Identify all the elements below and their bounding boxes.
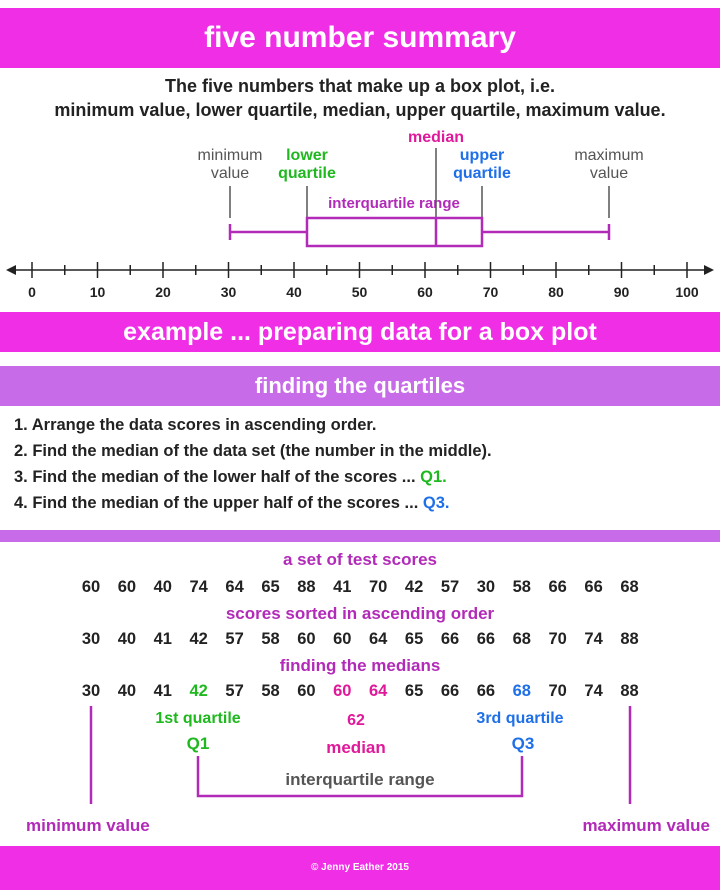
page-title: five number summary: [204, 21, 516, 54]
score-value: 88: [297, 578, 316, 596]
quartiles-title: finding the quartiles: [254, 373, 466, 398]
maximum-value-label: maximum value: [582, 816, 710, 835]
axis-tick-label: 60: [417, 284, 433, 300]
score-value: 40: [117, 682, 137, 700]
score-value: 60: [81, 578, 101, 596]
score-value: 40: [117, 630, 137, 648]
score-value: 60: [297, 682, 316, 700]
score-value: 66: [440, 630, 460, 648]
box: [307, 218, 482, 246]
score-value: 58: [261, 630, 280, 648]
median-value: 62: [347, 712, 365, 729]
axis-tick-label: 0: [28, 284, 36, 300]
score-value: 60: [117, 578, 137, 596]
score-value: 74: [584, 682, 603, 700]
label-test-scores: a set of test scores: [282, 550, 437, 569]
example-banner: [0, 312, 720, 352]
score-value: 41: [153, 682, 172, 700]
score-value: 66: [548, 578, 567, 596]
maximum-label-line1: maximum: [574, 147, 644, 164]
right-arrow-icon: [704, 265, 714, 275]
step-3: [14, 468, 447, 487]
intro-line-2: minimum value, lower quartile, median, upper quartile, maximum value.: [54, 100, 666, 120]
score-value: 42: [189, 682, 208, 700]
score-value: 88: [620, 682, 639, 700]
score-value: 60: [333, 682, 352, 700]
q1-label: Q1: [186, 734, 210, 753]
median-label-example: median: [326, 738, 386, 757]
score-value: 30: [476, 578, 496, 596]
axis-tick-label: 30: [220, 284, 237, 300]
copyright-text: © Jenny Eather 2015: [311, 862, 409, 873]
score-value: 68: [512, 630, 531, 648]
score-value: 66: [440, 682, 460, 700]
label-sorted: scores sorted in ascending order: [225, 604, 495, 623]
score-value: 42: [404, 578, 424, 596]
axis-tick-label: 10: [89, 284, 106, 300]
axis-tick-label: 100: [675, 284, 699, 300]
score-value: 30: [81, 630, 101, 648]
axis-tick-label: 70: [482, 284, 499, 300]
score-value: 57: [440, 578, 460, 596]
score-value: 40: [153, 578, 172, 596]
score-value: 88: [620, 630, 639, 648]
score-value: 65: [261, 578, 280, 596]
scores-row: [0, 578, 720, 600]
step-3-q1-tag: Q1.: [420, 468, 447, 486]
score-value: 74: [584, 630, 603, 648]
q3-label: Q3: [511, 734, 535, 753]
axis-tick-label: 90: [613, 284, 630, 300]
score-value: 66: [476, 682, 496, 700]
minimum-label-line2: value: [210, 165, 250, 182]
score-value: 57: [225, 630, 244, 648]
section-divider: [0, 530, 720, 542]
intro-line-1: The five numbers that make up a box plot, i.e.: [164, 76, 556, 96]
lower-quartile-label-line2: quartile: [278, 165, 336, 182]
example-iqr-label: interquartile range: [285, 770, 435, 789]
example-banner-text: example ... preparing data for a box plot: [123, 318, 597, 346]
third-quartile-label: 3rd quartile: [476, 710, 564, 727]
step-4-text: 4. Find the median of the upper half of the scores ...: [14, 494, 419, 512]
score-value: 64: [225, 578, 244, 596]
maximum-label-line2: value: [589, 165, 629, 182]
footer-banner: [0, 846, 720, 890]
score-value: 64: [369, 682, 388, 700]
step-4-q3-tag: Q3.: [422, 494, 450, 512]
score-value: 60: [297, 630, 316, 648]
label-medians: finding the medians: [279, 656, 441, 675]
score-value: 65: [404, 682, 424, 700]
score-value: 70: [369, 578, 388, 596]
iqr-label: interquartile range: [328, 195, 460, 212]
axis-ticks: [32, 262, 687, 278]
sorted-row: [0, 630, 720, 652]
score-value: 30: [81, 682, 101, 700]
score-value: 41: [333, 578, 352, 596]
score-value: 64: [369, 630, 388, 648]
score-value: 65: [404, 630, 424, 648]
quartiles-banner: [0, 366, 720, 406]
score-value: 70: [548, 630, 567, 648]
axis-tick-label: 50: [351, 284, 368, 300]
score-value: 66: [476, 630, 496, 648]
score-value: 60: [333, 630, 352, 648]
step-2-text: 2. Find the median of the data set (the number in the middle).: [14, 442, 492, 460]
lower-quartile-label-line1: lower: [286, 147, 328, 164]
axis-tick-label: 20: [155, 284, 171, 300]
minimum-value-label: minimum value: [26, 816, 150, 835]
minimum-label-line1: minimum: [197, 147, 263, 164]
left-arrow-icon: [6, 265, 16, 275]
axis-tick-label: 40: [286, 284, 302, 300]
upper-quartile-label-line2: quartile: [453, 165, 511, 182]
score-value: 66: [584, 578, 603, 596]
score-value: 57: [225, 682, 244, 700]
box-plot-diagram: [0, 120, 720, 310]
score-value: 74: [189, 578, 208, 596]
score-value: 58: [261, 682, 280, 700]
score-value: 58: [512, 578, 531, 596]
step-4: [14, 494, 450, 513]
score-value: 68: [620, 578, 639, 596]
score-value: 41: [153, 630, 172, 648]
median-label: median: [407, 129, 465, 146]
step-3-text: 3. Find the median of the lower half of the scores ...: [14, 468, 416, 486]
upper-quartile-label-line1: upper: [459, 147, 505, 164]
axis-tick-labels: [28, 284, 699, 300]
axis-tick-label: 80: [548, 284, 564, 300]
first-quartile-label: 1st quartile: [155, 710, 241, 727]
step-2: [14, 442, 492, 461]
score-value: 68: [512, 682, 531, 700]
step-1: [14, 416, 377, 435]
example-brackets: [0, 700, 720, 810]
score-value: 70: [548, 682, 567, 700]
header-banner: [0, 8, 720, 68]
step-1-text: 1. Arrange the data scores in ascending order.: [14, 416, 377, 434]
score-value: 42: [189, 630, 208, 648]
